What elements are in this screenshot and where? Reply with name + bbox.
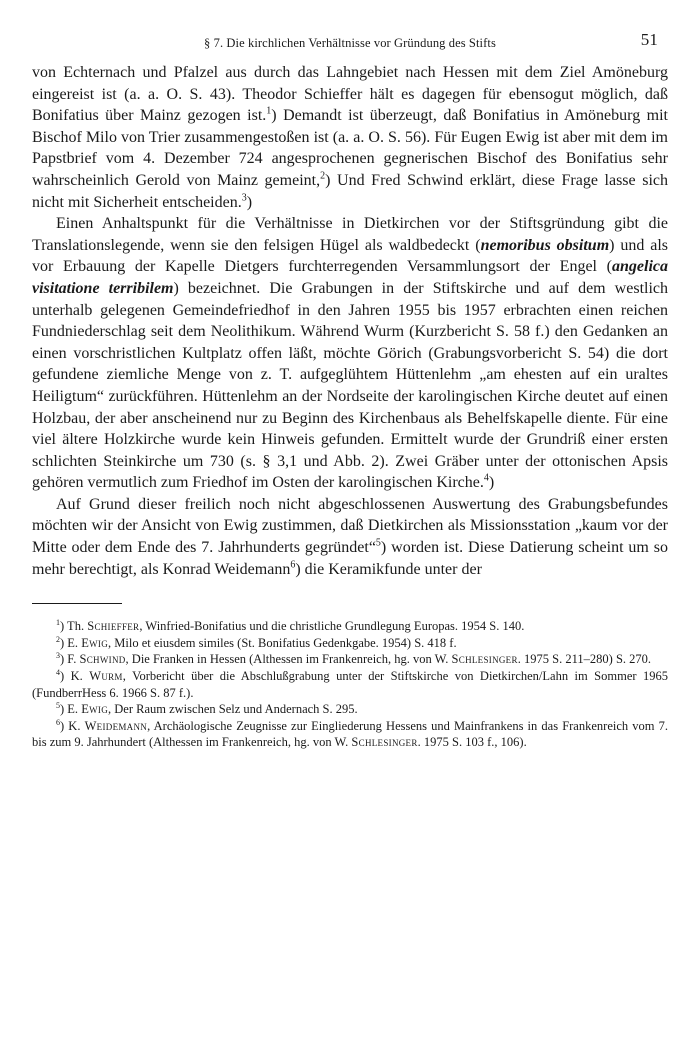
paragraph-1 xyxy=(32,62,668,213)
footnote-number: 5 xyxy=(56,701,60,711)
paragraph-3 xyxy=(32,494,668,580)
footnote-ref: 6 xyxy=(290,559,296,571)
footnote-editor: Schlesinger xyxy=(351,735,418,750)
footnote-author: Schwind xyxy=(79,652,126,667)
footnote-number: 2 xyxy=(56,634,60,644)
footnote-author: Ewig xyxy=(81,635,109,650)
book-page xyxy=(32,30,668,751)
paragraph-2 xyxy=(32,213,668,494)
footnote-text: , Archäologische Zeugnisse zur Eingliederung Hessens und Mainfrankens in das Frankenreich vom 7. bis zum 9. Jahrhundert (Althessen im Frankenreich, hg. von W. xyxy=(32,718,668,750)
footnote-ref: 2 xyxy=(320,170,326,182)
text-run: ) die Keramikfunde unter der xyxy=(295,560,482,578)
footnote-text: ) K. xyxy=(60,669,90,684)
footnotes xyxy=(32,618,668,751)
footnote-text: . 1975 S. 211–280) S. 270. xyxy=(517,652,652,667)
text-run: von Echternach und Pfalzel aus durch das Lahngebiet nach Hessen mit dem Ziel Amöneburg eingereist ist (a. a. O. S. 43). Theodor Schieffer hält es dagegen für ebensogut möglich, daß Bonifatius über Mainz gezogen ist. xyxy=(32,64,668,125)
footnote-author: Ewig xyxy=(81,702,109,717)
footnote-number: 4 xyxy=(56,667,60,677)
footnote-author: Wurm xyxy=(89,669,123,684)
page-number: 51 xyxy=(640,30,658,49)
footnote-ref: 1 xyxy=(266,105,272,117)
text-run: ) worden ist. Diese Datierung scheint um so mehr berechtigt, als Konrad Weidemann xyxy=(32,539,668,578)
footnote-number: 6 xyxy=(56,717,60,727)
running-head: § 7. Die kirchlichen Verhältnisse vor Gründung des Stifts xyxy=(204,36,496,50)
footnote-editor: Schlesinger xyxy=(451,652,518,667)
latin-quote: angelica visitatione terribilem xyxy=(32,258,668,297)
footnote xyxy=(32,668,668,701)
footnote-separator xyxy=(32,603,122,604)
footnote-text: , Winfried-Bonifatius und die christliche Grundlegung Europas. 1954 S. 140. xyxy=(139,619,525,634)
main-text xyxy=(32,62,668,580)
footnote-text: , Vorbericht über die Abschlußgrabung unter der Stiftskirche von Dietkirchen/Lahn im Sommer 1965 (FundberrHess 6. 1966 S. 87 f.). xyxy=(32,669,668,700)
footnote-number: 1 xyxy=(56,618,60,628)
footnote xyxy=(32,718,668,751)
footnote-text: ) E. xyxy=(60,635,82,650)
footnote xyxy=(32,651,668,668)
text-run: ) Und Fred Schwind erklärt, diese Frage lasse sich nicht mit Sicherheit entscheiden. xyxy=(32,171,669,211)
footnote-text: ) E. xyxy=(60,702,82,717)
text-run: ) und als vor Erbauung der Kapelle Dietgers furchterregenden Versammlungsort der Engel ( xyxy=(32,236,669,276)
text-run: Auf Grund dieser freilich noch nicht abgeschlossenen Auswertung des Grabungsbefundes möchten wir der Ansicht von Ewig zustimmen, daß Dietkirchen als Missionsstation „kaum vor der Mitte oder dem Ende des 7. Jahrhunderts gegründet“ xyxy=(32,495,668,557)
latin-quote: nemoribus obsitum xyxy=(480,236,610,254)
footnote-author: Weidemann xyxy=(84,718,148,733)
footnote-author: Schieffer xyxy=(87,619,140,634)
footnote-text: , Milo et eiusdem similes (St. Bonifatius Gedenkgabe. 1954) S. 418 f. xyxy=(108,635,457,650)
footnote-ref: 3 xyxy=(241,192,247,204)
page-header xyxy=(32,30,668,56)
footnote-text: . 1975 S. 103 f., 106). xyxy=(417,735,527,750)
footnote-text: , Der Raum zwischen Selz und Andernach S. 295. xyxy=(108,702,358,717)
footnote xyxy=(32,635,668,652)
text-run: ) xyxy=(488,474,495,492)
footnote-ref: 5 xyxy=(375,537,381,549)
text-run: ) xyxy=(246,193,253,211)
footnote-text: ) F. xyxy=(60,652,80,667)
footnote-text: ) Th. xyxy=(60,619,88,634)
footnote xyxy=(32,618,668,635)
text-run: Einen Anhaltspunkt für die Verhältnisse in Dietkirchen vor der Stiftsgründung gibt die Translationslegende, wenn sie den felsigen Hügel als waldbedeckt ( xyxy=(32,215,668,254)
footnote-ref: 4 xyxy=(483,472,489,484)
footnote xyxy=(32,701,668,718)
text-run: ) Demandt ist überzeugt, daß Bonifatius in Amöneburg mit Bischof Milo von Trier zusammengestoßen ist (a. a. O. S. 56). Für Eugen Ewig ist aber mit dem im Papstbrief vom 4. Dezember 724 angesprochenen gegnerischen Bischof des Bonifatius sehr wahrscheinlich Gerold von Mainz gemeint, xyxy=(32,107,668,189)
text-run: ) bezeichnet. Die Grabungen in der Stiftskirche und auf dem westlich unterhalb gelegenen Gemeindefriedhof in den Jahren 1955 bis 1957 erbrachten einen reichen Fundniederschlag seit dem Neolithikum. Während Wurm (Kurzbericht S. 58 f.) den Gedanken an einen vorschristlichen Kultplatz offen läßt, möchte Görich (Grabungsvorbericht S. 54) die dort gefundene ziemliche Menge von z. T. aufgeglühtem Hüttenlehm „am ehesten auf ein uraltes Heiligtum“ zurückführen. Hüttenlehm an der Nordseite der karolingischen Kirche deutet auf einen Holzbau, der aber anscheinend nur zu Beginn des Kirchenbaus als Behelfskapelle diente. Für eine viel ältere Holzkirche wurde kein Hinweis gefunden. Ermittelt wurde der Grundriß einer ersten schlichten Steinkirche um 730 (s. § 3,1 und Abb. 2). Zwei Gräber unter der ottonischen Apsis gehören vermutlich zum Friedhof im Osten der karolingischen Kirche. xyxy=(32,279,669,492)
footnote-text: ) K. xyxy=(60,718,85,733)
footnote-text: , Die Franken in Hessen (Althessen im Frankenreich, hg. von W. xyxy=(125,652,452,667)
footnote-number: 3 xyxy=(56,651,60,661)
